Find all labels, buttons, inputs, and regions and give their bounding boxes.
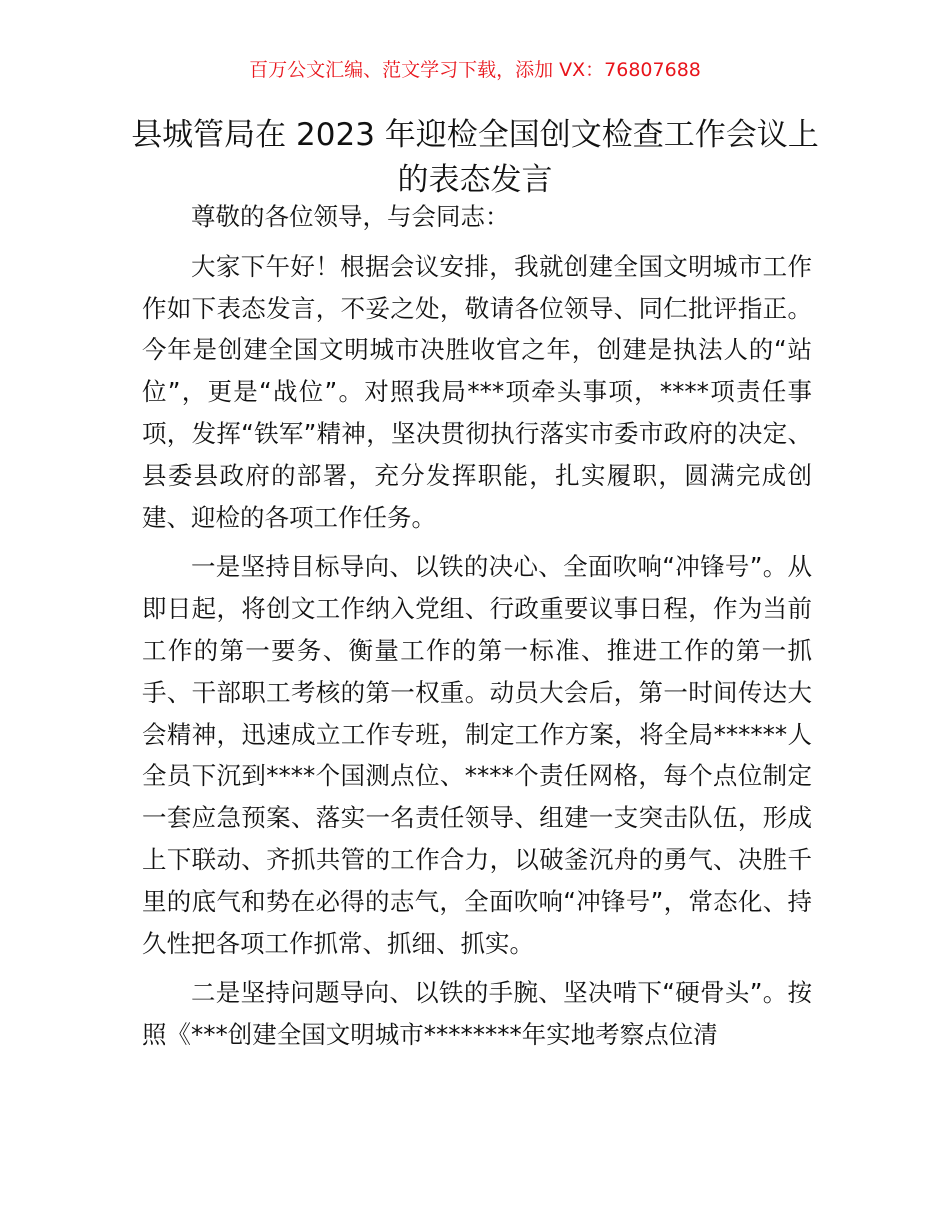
body-paragraph: 二是坚持问题导向、以铁的手腕、坚决啃下“硬骨头”。按照《***创建全国文明城市********年实地考察点位清	[142, 978, 812, 1050]
document-body	[142, 196, 812, 1064]
page-title: 县城管局在 2023 年迎检全国创文检查工作会议上的表态发言	[131, 117, 819, 198]
body-paragraph: 一是坚持目标导向、以铁的决心、全面吹响“冲锋号”。从即日起，将创文工作纳入党组、行政重要议事日程，作为当前工作的第一要务、衡量工作的第一标准、推进工作的第一抓手、干部职工考核的第一权重。动员大会后，第一时间传达大会精神，迅速成立工作专班，制定工作方案，将全局******人全员下沉到****个国测点位、****个责任网格，每个点位制定一套应急预案、落实一名责任领导、组建一支突击队伍，形成上下联动、齐抓共管的工作合力，以破釜沉舟的勇气、决胜千里的底气和势在必得的志气，全面吹响“冲锋号”，常态化、持久性把各项工作抓常、抓细、抓实。	[142, 552, 812, 958]
body-paragraph: 大家下午好！根据会议安排，我就创建全国文明城市工作作如下表态发言，不妥之处，敬请各位领导、同仁批评指正。今年是创建全国文明城市决胜收官之年，创建是执法人的“站位”，更是“战位”。对照我局***项牵头事项，****项责任事项，发挥“铁军”精神，坚决贯彻执行落实市委市政府的决定、县委县政府的部署，充分发挥职能，扎实履职，圆满完成创建、迎检的各项工作任务。	[142, 251, 812, 532]
watermark-header: 百万公文汇编、范文学习下载，添加 VX：76807688	[249, 59, 701, 81]
salutation-paragraph: 尊敬的各位领导，与会同志：	[191, 202, 510, 231]
